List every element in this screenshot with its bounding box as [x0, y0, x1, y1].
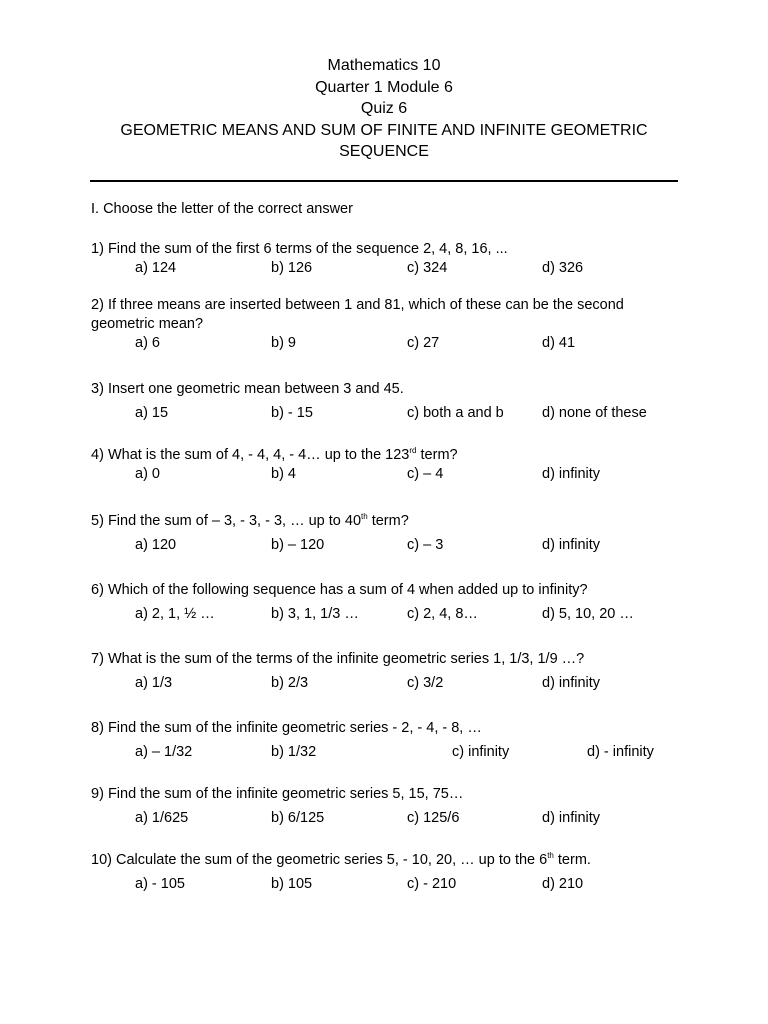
question-prompt: What is the sum of the terms of the infinite geometric series 1, 1/3, 1/9 …?: [107, 651, 585, 667]
question-text: [91, 380, 681, 399]
question-number: 6): [91, 582, 104, 598]
question-prompt: What is the sum of 4, - 4, 4, - 4… up to the 123: [107, 447, 410, 463]
choice-b[interactable]: b) 4: [271, 466, 296, 482]
module-title: Quarter 1 Module 6: [315, 78, 453, 96]
choice-d[interactable]: d) 5, 10, 20 …: [542, 606, 634, 622]
question-4: [91, 446, 681, 484]
question-prompt: Which of the following sequence has a sum of 4 when added up to infinity?: [107, 582, 588, 598]
choice-c[interactable]: c) 3/2: [407, 675, 444, 691]
choice-d[interactable]: d) - infinity: [587, 744, 654, 760]
question-prompt: Find the sum of the first 6 terms of the sequence 2, 4, 8, 16, ...: [107, 241, 508, 257]
ordinal-suffix: th: [547, 851, 554, 860]
choice-b[interactable]: b) 6/125: [271, 810, 325, 826]
question-number: 4): [91, 447, 104, 463]
header-divider: [90, 180, 678, 182]
choice-b[interactable]: b) 3, 1, 1/3 …: [271, 606, 359, 622]
question-text: [91, 296, 681, 334]
choice-d[interactable]: d) infinity: [542, 810, 601, 826]
choice-d[interactable]: d) 210: [542, 876, 584, 892]
instructions: I. Choose the letter of the correct answer: [91, 201, 353, 217]
choice-d[interactable]: d) infinity: [542, 537, 601, 553]
question-text: [91, 512, 681, 531]
question-8: [91, 719, 681, 762]
choice-b[interactable]: b) 105: [271, 876, 313, 892]
choice-b[interactable]: b) 1/32: [271, 744, 317, 760]
question-text: [91, 785, 681, 804]
choice-a[interactable]: a) 1/625: [135, 810, 189, 826]
choice-d[interactable]: d) 326: [542, 260, 584, 276]
choice-a[interactable]: a) 0: [135, 466, 160, 482]
question-prompt-end: term?: [367, 513, 409, 529]
question-prompt: If three means are inserted between 1 and 81, which of these can be the second geometric mean?: [91, 297, 624, 332]
question-5: [91, 512, 681, 555]
question-prompt: Find the sum of the infinite geometric series - 2, - 4, - 8, …: [107, 720, 482, 736]
question-7: [91, 650, 681, 693]
choice-row: [91, 465, 681, 484]
choice-row: [91, 259, 681, 278]
question-prompt-end: term?: [416, 447, 458, 463]
choice-c[interactable]: c) – 3: [407, 537, 444, 553]
choice-c[interactable]: c) 125/6: [407, 810, 460, 826]
choice-a[interactable]: a) 124: [135, 260, 177, 276]
topic-title: GEOMETRIC MEANS AND SUM OF FINITE AND INFINITE GEOMETRIC: [120, 121, 648, 139]
question-text: [91, 719, 681, 738]
choice-b[interactable]: b) – 120: [271, 537, 325, 553]
question-number: 2): [91, 297, 104, 313]
choice-row: [91, 809, 681, 828]
question-prompt: Find the sum of the infinite geometric series 5, 15, 75…: [107, 786, 464, 802]
question-prompt: Find the sum of – 3, - 3, - 3, … up to 40: [107, 513, 362, 529]
choice-d[interactable]: d) none of these: [542, 405, 647, 421]
choice-c[interactable]: c) 27: [407, 335, 440, 351]
question-prompt: Insert one geometric mean between 3 and 45.: [107, 381, 404, 397]
choice-row: [91, 334, 681, 353]
ordinal-suffix: rd: [409, 446, 417, 455]
choice-a[interactable]: a) 15: [135, 405, 169, 421]
question-prompt: Calculate the sum of the geometric series 5, - 10, 20, … up to the 6: [116, 852, 548, 868]
question-text: [91, 851, 681, 870]
choice-row: [91, 743, 681, 762]
choice-b[interactable]: b) 2/3: [271, 675, 309, 691]
question-3: [91, 380, 681, 423]
question-text: [91, 581, 681, 600]
question-number: 9): [91, 786, 104, 802]
quiz-title: Quiz 6: [360, 100, 408, 117]
choice-a[interactable]: a) 120: [135, 537, 177, 553]
question-text: [91, 446, 681, 465]
choice-c[interactable]: c) both a and b: [407, 405, 504, 421]
question-number: 3): [91, 381, 104, 397]
subject-title: Mathematics 10: [327, 57, 441, 74]
choice-b[interactable]: b) 9: [271, 335, 296, 351]
choice-a[interactable]: a) 1/3: [135, 675, 173, 691]
choice-d[interactable]: d) infinity: [542, 466, 601, 482]
choice-c[interactable]: c) – 4: [407, 466, 444, 482]
choice-c[interactable]: c) infinity: [452, 744, 510, 760]
choice-b[interactable]: b) - 15: [271, 405, 313, 421]
topic-title-continued: SEQUENCE: [339, 143, 429, 160]
choice-b[interactable]: b) 126: [271, 260, 313, 276]
question-prompt-end: term.: [553, 852, 591, 868]
choice-a[interactable]: a) 6: [135, 335, 160, 351]
question-2: [91, 296, 681, 353]
question-number: 7): [91, 651, 104, 667]
choice-d[interactable]: d) 41: [542, 335, 576, 351]
choice-c[interactable]: c) 2, 4, 8…: [407, 606, 478, 622]
quiz-header: [80, 55, 688, 163]
question-1: [91, 240, 681, 278]
choice-row: [91, 875, 681, 894]
question-text: [91, 240, 681, 259]
ordinal-suffix: th: [361, 512, 368, 521]
question-number: 8): [91, 720, 104, 736]
choice-c[interactable]: c) - 210: [407, 876, 457, 892]
question-9: [91, 785, 681, 828]
question-number: 1): [91, 241, 104, 257]
choice-a[interactable]: a) 2, 1, ½ …: [135, 606, 215, 622]
choice-c[interactable]: c) 324: [407, 260, 448, 276]
question-6: [91, 581, 681, 624]
choice-row: [91, 404, 681, 423]
question-text: [91, 650, 681, 669]
question-number: 10): [91, 852, 112, 868]
choice-row: [91, 536, 681, 555]
choice-d[interactable]: d) infinity: [542, 675, 601, 691]
choice-a[interactable]: a) – 1/32: [135, 744, 193, 760]
question-10: [91, 851, 681, 894]
choice-a[interactable]: a) - 105: [135, 876, 185, 892]
choice-row: [91, 605, 681, 624]
question-number: 5): [91, 513, 104, 529]
choice-row: [91, 674, 681, 693]
